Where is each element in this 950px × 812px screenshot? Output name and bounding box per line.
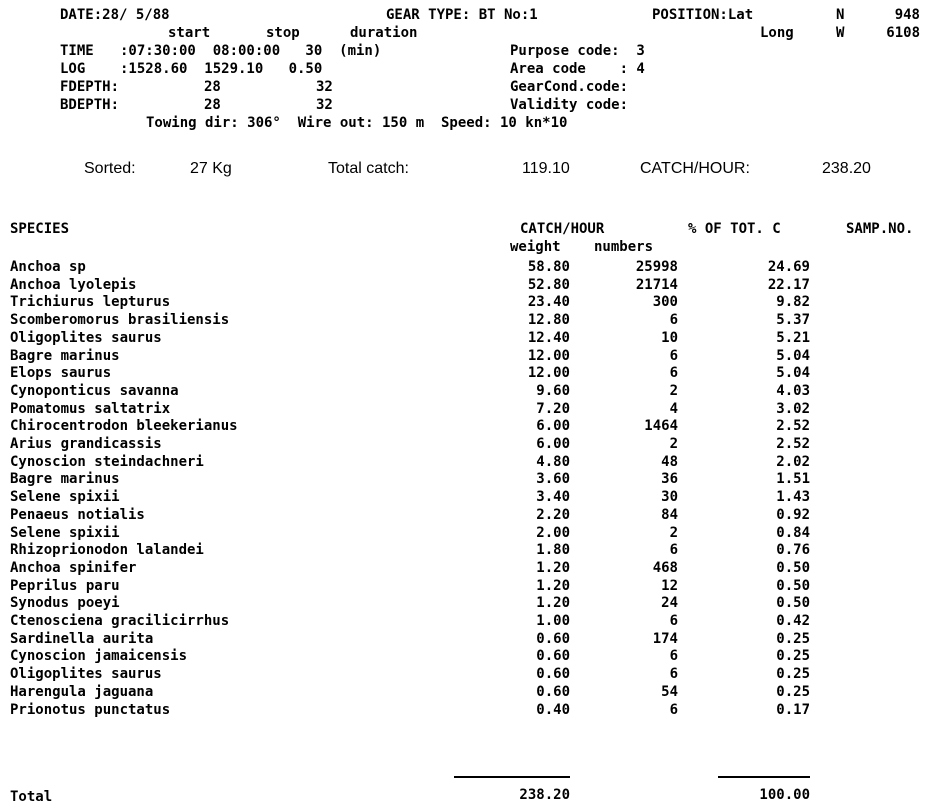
catch-numbers: 2 (669, 383, 678, 399)
pct-of-total: 3.02 (776, 401, 810, 417)
total-catch-label: Total catch: (328, 160, 409, 177)
col-start: start (168, 25, 211, 41)
total-pct: 100.00 (759, 787, 810, 803)
catch-weight: 23.40 (527, 294, 570, 310)
purpose-code: Purpose code: 3 (510, 43, 645, 59)
species-name: Penaeus notialis (10, 507, 145, 523)
catch-numbers: 300 (652, 294, 678, 310)
sorted-value: 27 Kg (190, 160, 232, 177)
long-value: 6108 (886, 25, 920, 41)
pct-of-total: 0.42 (776, 613, 810, 629)
pct-of-total: 4.03 (776, 383, 810, 399)
species-name: Selene spixii (10, 525, 120, 541)
catch-numbers: 4 (669, 401, 678, 417)
long-label: Long (760, 25, 794, 41)
pct-of-total: 0.76 (776, 542, 810, 558)
catch-numbers: 21714 (635, 277, 678, 293)
fdepth-label: FDEPTH: (60, 79, 120, 95)
species-name: Sardinella aurita (10, 631, 154, 647)
pct-of-total: 5.37 (776, 312, 810, 328)
catch-numbers: 468 (652, 560, 678, 576)
species-name: Arius grandicassis (10, 436, 162, 452)
species-name: Anchoa spinifer (10, 560, 137, 576)
catch-weight: 7.20 (536, 401, 570, 417)
catch-weight: 3.60 (536, 471, 570, 487)
catch-weight: 1.80 (536, 542, 570, 558)
species-name: Selene spixii (10, 489, 120, 505)
pct-of-total: 2.02 (776, 454, 810, 470)
catch-weight: 12.00 (527, 348, 570, 364)
species-header: SPECIES (10, 221, 70, 237)
pct-total-rule (718, 776, 810, 779)
pct-of-total: 0.25 (776, 648, 810, 664)
species-name: Harengula jaguana (10, 684, 154, 700)
bdepth-stop: 32 (316, 97, 333, 113)
pct-of-total: 5.21 (776, 330, 810, 346)
catch-hour-header: CATCH/HOUR (520, 221, 605, 237)
pct-of-total: 9.82 (776, 294, 810, 310)
catch-numbers: 6 (669, 702, 678, 718)
catch-weight: 0.60 (536, 666, 570, 682)
catch-numbers: 12 (661, 578, 678, 594)
catch-numbers: 6 (669, 648, 678, 664)
catch-numbers: 10 (661, 330, 678, 346)
total-catch-value: 119.10 (522, 160, 570, 177)
catch-numbers: 36 (661, 471, 678, 487)
sorted-label: Sorted: (84, 160, 136, 177)
catch-weight: 1.20 (536, 595, 570, 611)
species-name: Scomberomorus brasiliensis (10, 312, 230, 328)
pct-of-total: 1.51 (776, 471, 810, 487)
pct-of-total: 2.52 (776, 436, 810, 452)
time-values: :07:30:00 08:00:00 30 (min) (120, 43, 382, 59)
catch-weight: 1.20 (536, 578, 570, 594)
species-name: Synodus poeyi (10, 595, 120, 611)
catch-weight: 9.60 (536, 383, 570, 399)
catch-weight: 3.40 (536, 489, 570, 505)
position-label: POSITION:Lat (652, 7, 754, 23)
species-name: Prionotus punctatus (10, 702, 171, 718)
catch-weight: 6.00 (536, 436, 570, 452)
catch-numbers: 174 (652, 631, 678, 647)
catch-numbers: 6 (669, 365, 678, 381)
pct-of-total: 24.69 (767, 259, 810, 275)
time-label: TIME (60, 43, 94, 59)
pct-header: % OF TOT. C (688, 221, 781, 237)
weight-total-rule (454, 776, 570, 779)
log-label: LOG (60, 61, 86, 77)
species-name: Peprilus paru (10, 578, 120, 594)
catch-numbers: 6 (669, 613, 678, 629)
catch-weight: 58.80 (527, 259, 570, 275)
species-name: Ctenosciena gracilicirrhus (10, 613, 230, 629)
catch-numbers: 2 (669, 525, 678, 541)
catch-weight: 12.40 (527, 330, 570, 346)
catch-weight: 12.00 (527, 365, 570, 381)
catch-weight: 0.60 (536, 631, 570, 647)
fdepth-stop: 32 (316, 79, 333, 95)
species-name: Oligoplites saurus (10, 666, 162, 682)
validity-code: Validity code: (510, 97, 629, 113)
weight-header: weight (510, 239, 561, 255)
species-name: Anchoa lyolepis (10, 277, 137, 293)
pct-of-total: 0.17 (776, 702, 810, 718)
catch-numbers: 30 (661, 489, 678, 505)
species-name: Bagre marinus (10, 471, 120, 487)
catch-numbers: 6 (669, 348, 678, 364)
species-name: Rhizoprionodon lalandei (10, 542, 204, 558)
pct-of-total: 0.50 (776, 578, 810, 594)
long-direction: W (836, 25, 845, 41)
catch-weight: 0.60 (536, 684, 570, 700)
pct-of-total: 0.92 (776, 507, 810, 523)
catch-hour-value: 238.20 (822, 160, 871, 177)
pct-of-total: 0.25 (776, 684, 810, 700)
catch-weight: 12.80 (527, 312, 570, 328)
catch-weight: 4.80 (536, 454, 570, 470)
pct-of-total: 0.50 (776, 595, 810, 611)
catch-numbers: 6 (669, 542, 678, 558)
species-name: Cynoscion steindachneri (10, 454, 204, 470)
pct-of-total: 0.84 (776, 525, 810, 541)
species-name: Chirocentrodon bleekerianus (10, 418, 238, 434)
species-name: Cynoscion jamaicensis (10, 648, 188, 664)
catch-numbers: 24 (661, 595, 678, 611)
species-name: Cynoponticus savanna (10, 383, 179, 399)
col-duration: duration (350, 25, 418, 41)
catch-numbers: 2 (669, 436, 678, 452)
catch-numbers: 6 (669, 312, 678, 328)
species-name: Elops saurus (10, 365, 112, 381)
species-name: Pomatomus saltatrix (10, 401, 171, 417)
pct-of-total: 0.50 (776, 560, 810, 576)
species-name: Bagre marinus (10, 348, 120, 364)
catch-numbers: 48 (661, 454, 678, 470)
catch-weight: 0.40 (536, 702, 570, 718)
date-label: DATE:28/ 5/88 (60, 7, 170, 23)
catch-numbers: 25998 (635, 259, 678, 275)
pct-of-total: 5.04 (776, 348, 810, 364)
catch-weight: 52.80 (527, 277, 570, 293)
gear-type: GEAR TYPE: BT No:1 (386, 7, 538, 23)
pct-of-total: 1.43 (776, 489, 810, 505)
catch-numbers: 54 (661, 684, 678, 700)
towing-line: Towing dir: 306° Wire out: 150 m Speed: 10 kn*10 (146, 115, 568, 131)
pct-of-total: 5.04 (776, 365, 810, 381)
bdepth-label: BDEPTH: (60, 97, 120, 113)
pct-of-total: 0.25 (776, 631, 810, 647)
catch-weight: 2.00 (536, 525, 570, 541)
species-name: Oligoplites saurus (10, 330, 162, 346)
total-weight: 238.20 (519, 787, 570, 803)
catch-weight: 6.00 (536, 418, 570, 434)
numbers-header: numbers (594, 239, 654, 255)
pct-of-total: 2.52 (776, 418, 810, 434)
catch-numbers: 84 (661, 507, 678, 523)
species-name: Trichiurus lepturus (10, 294, 171, 310)
pct-of-total: 22.17 (767, 277, 810, 293)
catch-weight: 0.60 (536, 648, 570, 664)
catch-weight: 1.20 (536, 560, 570, 576)
area-code: Area code : 4 (510, 61, 645, 77)
catch-numbers: 6 (669, 666, 678, 682)
fdepth-start: 28 (204, 79, 221, 95)
catch-weight: 2.20 (536, 507, 570, 523)
lat-direction: N (836, 7, 845, 23)
catch-weight: 1.00 (536, 613, 570, 629)
samp-header: SAMP.NO. (846, 221, 914, 237)
lat-value: 948 (894, 7, 920, 23)
catch-hour-label: CATCH/HOUR: (640, 160, 750, 177)
catch-numbers: 1464 (644, 418, 678, 434)
bdepth-start: 28 (204, 97, 221, 113)
total-label: Total (10, 789, 53, 805)
pct-of-total: 0.25 (776, 666, 810, 682)
gearcond-code: GearCond.code: (510, 79, 629, 95)
species-name: Anchoa sp (10, 259, 86, 275)
log-values: :1528.60 1529.10 0.50 (120, 61, 323, 77)
col-stop: stop (266, 25, 300, 41)
